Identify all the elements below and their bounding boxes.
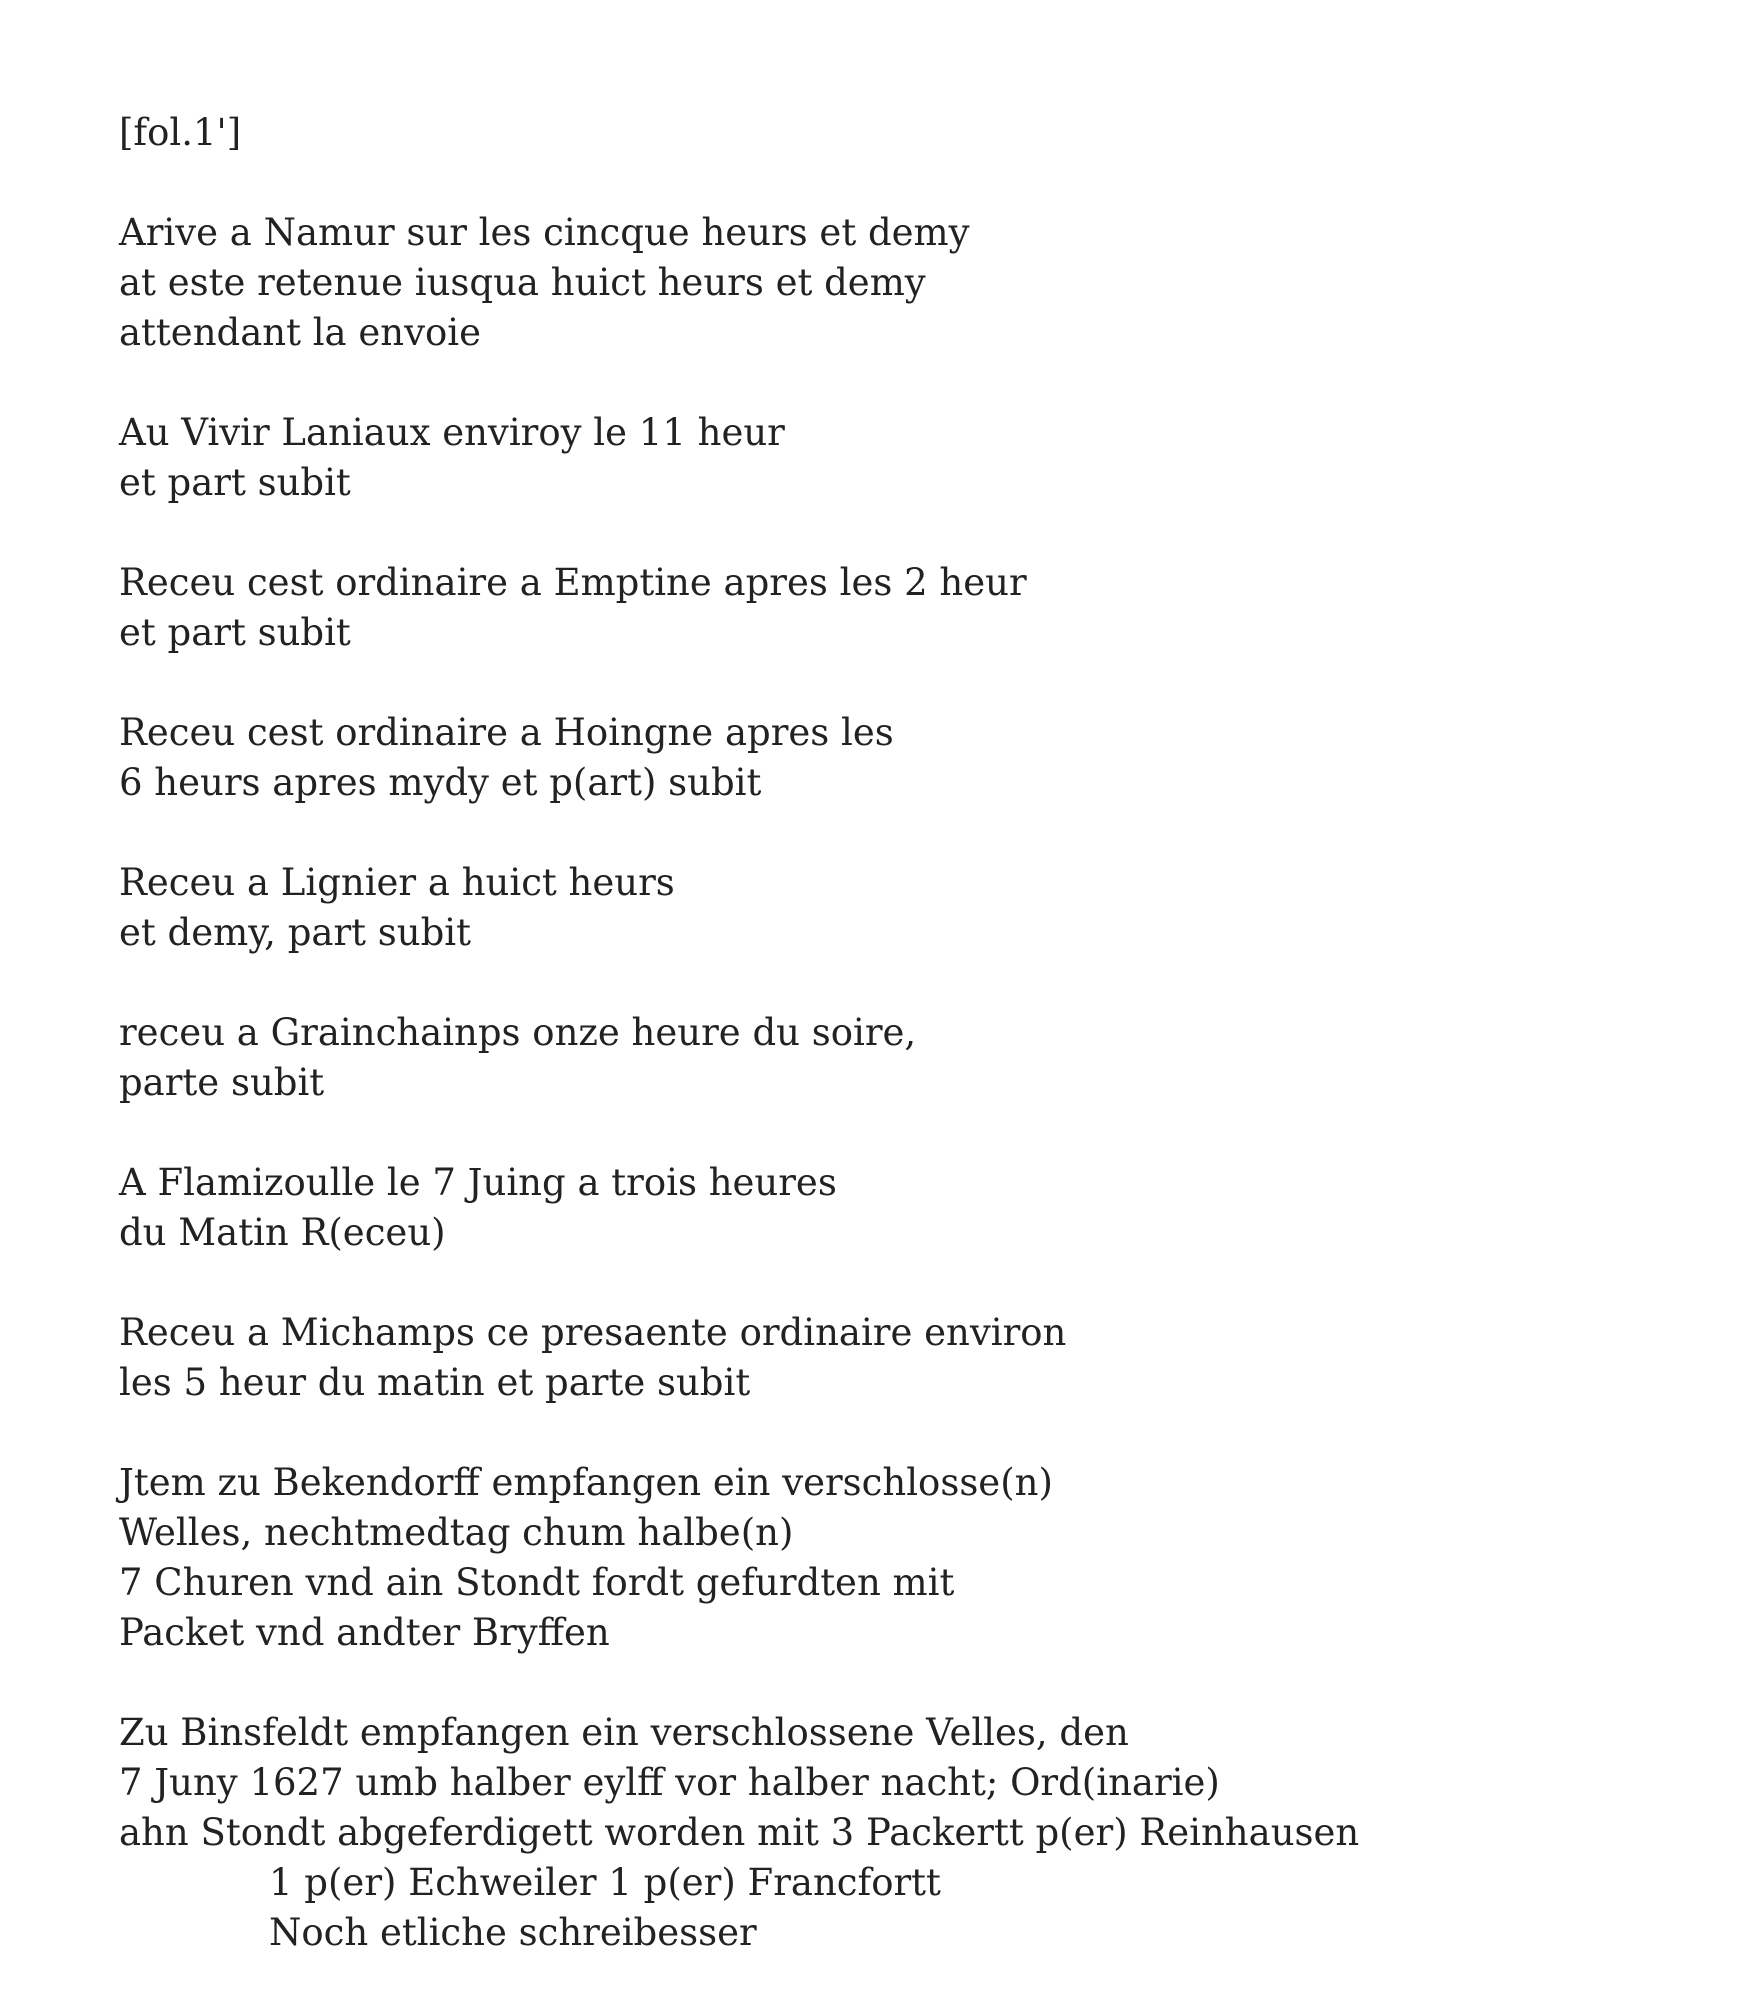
entry-bekendorff [119,1458,1679,1658]
entry-line: Jtem zu Bekendorff empfangen ein verschlosse(n) [119,1461,1053,1504]
entry-line: attendant la envoie [119,311,482,354]
entry-line: receu a Grainchainps onze heure du soire, [119,1011,917,1054]
entry-line: et demy, part subit [119,911,471,954]
entry-namur [119,208,1679,358]
entry-line: ahn Stondt abgeferdigett worden mit 3 Packertt p(er) Reinhausen [119,1811,1360,1854]
entry-line: du Matin R(eceu) [119,1211,446,1254]
entry-binsfeldt [119,1708,1679,1958]
entry-grainchainps [119,1008,1679,1108]
entry-flamizoulle [119,1158,1679,1258]
entry-line-indented: 1 p(er) Echweiler 1 p(er) Francfortt [269,1861,941,1904]
entry-lignier [119,858,1679,958]
entry-line: Receu cest ordinaire a Emptine apres les 2 heur [119,561,1027,604]
entry-line: et part subit [119,611,351,654]
folio-label: [fol.1'] [119,111,242,154]
entry-line: Receu a Michamps ce presaente ordinaire environ [119,1311,1067,1354]
entry-line: et part subit [119,461,351,504]
entry-vivir-laniaux [119,408,1679,508]
transcription-page [119,108,1679,2008]
entry-line-indented: Noch etliche schreibesser [269,1911,757,1954]
entry-hoingne [119,708,1679,808]
entry-line: Welles, nechtmedtag chum halbe(n) [119,1511,794,1554]
entry-line: 7 Juny 1627 umb halber eylff vor halber nacht; Ord(inarie) [119,1761,1220,1804]
entry-emptine [119,558,1679,658]
entry-line: Packet vnd andter Bryffen [119,1611,610,1654]
entry-line: Arive a Namur sur les cincque heurs et demy [119,211,970,254]
entry-line: 7 Churen vnd ain Stondt fordt gefurdten mit [119,1561,955,1604]
entry-line: at este retenue iusqua huict heurs et demy [119,261,926,304]
entry-line: Zu Binsfeldt empfangen ein verschlossene Velles, den [119,1711,1129,1754]
entry-line: Au Vivir Laniaux enviroy le 11 heur [119,411,785,454]
entry-line: parte subit [119,1061,325,1104]
entry-line: Receu cest ordinaire a Hoingne apres les [119,711,894,754]
entry-line: les 5 heur du matin et parte subit [119,1361,751,1404]
entry-line: A Flamizoulle le 7 Juing a trois heures [119,1161,837,1204]
entry-line: Receu a Lignier a huict heurs [119,861,675,904]
entry-line: 6 heurs apres mydy et p(art) subit [119,761,762,804]
entry-michamps [119,1308,1679,1408]
